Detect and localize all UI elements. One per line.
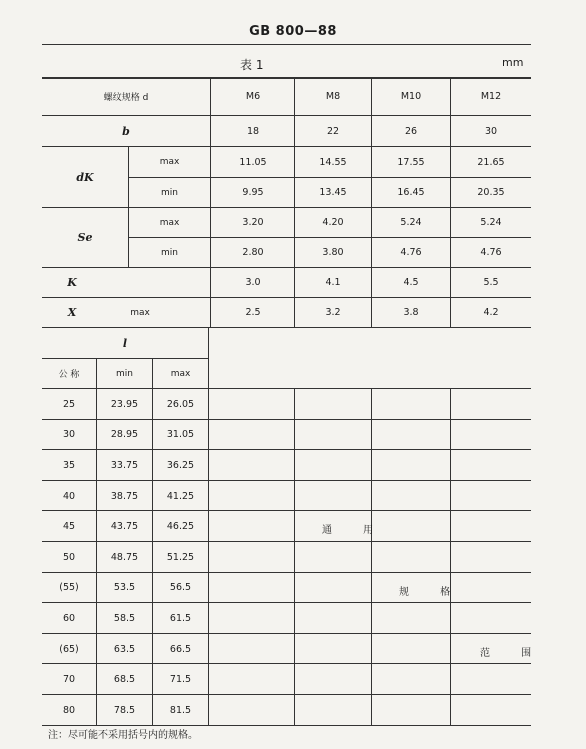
- range-word: 规 格: [399, 587, 465, 598]
- length-max: 26.05: [166, 398, 195, 410]
- length-max: 61.5: [169, 612, 192, 624]
- dk-max-value: 17.55: [397, 156, 425, 168]
- s-min-label: min: [161, 247, 178, 258]
- length-max: 51.25: [166, 551, 195, 563]
- length-min: 43.75: [110, 521, 139, 533]
- length-min: 23.95: [110, 398, 139, 410]
- length-nominal: 45: [62, 521, 76, 533]
- unit-label: mm: [502, 56, 524, 69]
- length-nominal: 30: [62, 429, 76, 441]
- param-b-label: b: [122, 124, 130, 138]
- dk-max-value: 21.65: [477, 156, 505, 168]
- table-note: 注：尽可能不采用括号内的规格。: [48, 730, 198, 741]
- dk-max-label: max: [159, 157, 180, 167]
- s-min-value: 4.76: [400, 247, 422, 258]
- length-nominal: 70: [62, 674, 76, 686]
- length-min: 28.95: [110, 429, 139, 441]
- param-x-label: X: [67, 306, 77, 319]
- length-min: 58.5: [113, 612, 136, 624]
- length-max: 56.5: [169, 582, 192, 594]
- param-s-label: Se: [77, 231, 93, 244]
- size-m10: M10: [400, 91, 422, 102]
- s-min-value: 2.80: [242, 247, 264, 258]
- length-nominal: 50: [62, 551, 76, 563]
- length-max: 71.5: [169, 674, 192, 686]
- length-label: l: [122, 336, 128, 350]
- b-value: 30: [484, 125, 498, 137]
- length-max: 36.25: [166, 459, 195, 471]
- rule: [42, 44, 531, 45]
- length-nominal: (65): [59, 643, 79, 655]
- param-k-label: K: [67, 276, 77, 289]
- rule: [210, 78, 211, 327]
- x-value: 3.2: [325, 307, 341, 318]
- min-header: min: [116, 368, 133, 379]
- length-min: 68.5: [113, 674, 136, 686]
- x-max-label: max: [130, 307, 150, 318]
- s-max-value: 5.24: [480, 217, 502, 228]
- dk-max-value: 14.55: [319, 156, 347, 168]
- length-max: 66.5: [169, 643, 192, 655]
- length-max: 31.05: [166, 429, 195, 441]
- length-min: 48.75: [110, 551, 139, 563]
- s-max-label: max: [159, 217, 180, 228]
- b-value: 18: [246, 125, 260, 137]
- length-nominal: 60: [62, 612, 76, 624]
- length-min: 78.5: [113, 704, 136, 716]
- rule: [450, 388, 451, 725]
- s-max-value: 5.24: [400, 217, 422, 228]
- s-min-value: 3.80: [322, 247, 344, 258]
- length-nominal: (55): [59, 582, 79, 594]
- rule: [294, 388, 295, 725]
- dk-min-value: 20.35: [477, 187, 505, 198]
- dk-min-label: min: [161, 187, 178, 198]
- k-value: 4.5: [403, 277, 419, 288]
- dk-min-value: 13.45: [319, 187, 347, 198]
- k-value: 5.5: [483, 277, 499, 288]
- s-max-value: 3.20: [242, 217, 264, 228]
- x-value: 2.5: [245, 307, 261, 318]
- length-min: 53.5: [113, 582, 136, 594]
- range-word: 范 围: [480, 648, 546, 659]
- x-value: 4.2: [483, 307, 499, 318]
- b-value: 22: [326, 125, 340, 137]
- table-title: 表 1: [240, 58, 264, 72]
- max-header: max: [170, 368, 191, 379]
- length-max: 81.5: [169, 704, 192, 716]
- dk-min-value: 16.45: [397, 187, 425, 198]
- nominal-header: 公 称: [58, 370, 80, 380]
- length-max: 46.25: [166, 521, 195, 533]
- dk-max-value: 11.05: [239, 156, 267, 168]
- length-max: 41.25: [166, 490, 195, 502]
- length-nominal: 40: [62, 490, 76, 502]
- range-word: 通 用: [322, 525, 388, 536]
- s-min-value: 4.76: [480, 247, 502, 258]
- spec-label: 螺纹规格 d: [103, 93, 149, 103]
- k-value: 3.0: [245, 277, 261, 288]
- param-dk-label: dK: [76, 170, 94, 184]
- rule: [208, 327, 209, 725]
- dk-min-value: 9.95: [242, 187, 264, 198]
- length-nominal: 25: [62, 398, 76, 410]
- length-min: 33.75: [110, 459, 139, 471]
- length-min: 38.75: [110, 490, 139, 502]
- k-value: 4.1: [325, 277, 341, 288]
- x-value: 3.8: [403, 307, 419, 318]
- rule: [371, 388, 372, 725]
- length-min: 63.5: [113, 643, 136, 655]
- b-value: 26: [404, 125, 418, 137]
- size-m8: M8: [325, 91, 341, 102]
- standard-number: GB 800—88: [249, 24, 337, 39]
- length-nominal: 80: [62, 704, 76, 716]
- size-m12: M12: [480, 91, 502, 102]
- size-m6: M6: [245, 91, 261, 102]
- length-nominal: 35: [62, 459, 76, 471]
- s-max-value: 4.20: [322, 217, 344, 228]
